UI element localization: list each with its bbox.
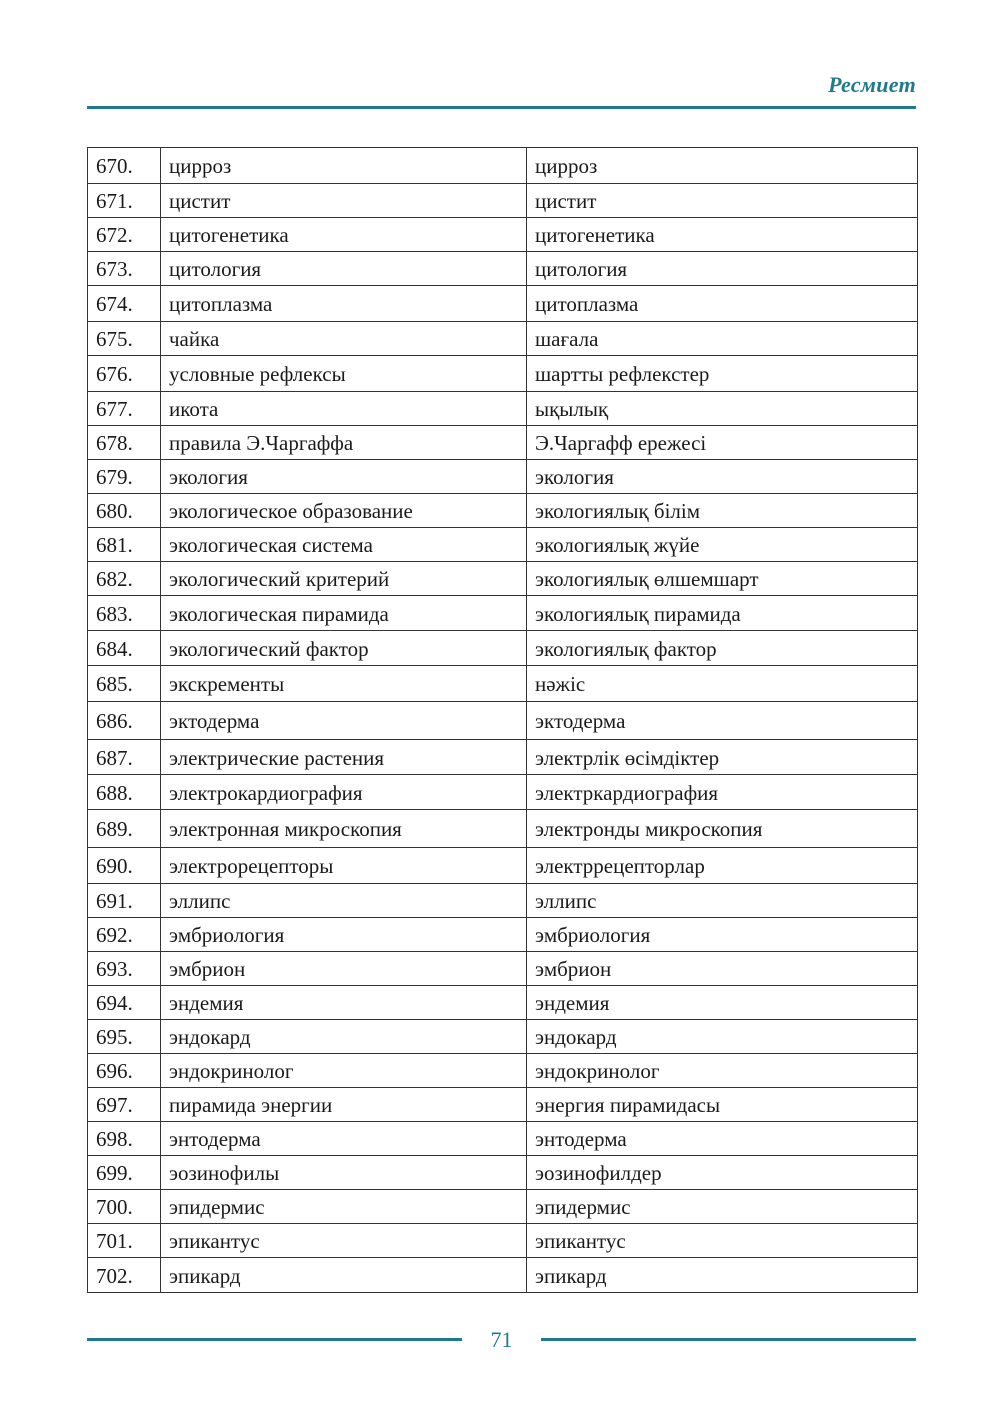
term-russian: электрические растения	[161, 740, 527, 775]
page-number: 71	[490, 1327, 513, 1352]
term-russian: эндокард	[161, 1020, 527, 1054]
table-row	[88, 148, 918, 184]
term-number: 686.	[88, 702, 161, 740]
term-russian: икота	[161, 392, 527, 426]
table-row	[88, 252, 918, 286]
term-russian: электрокардиография	[161, 775, 527, 810]
glossary-table-body	[88, 148, 918, 1293]
table-row	[88, 218, 918, 252]
term-kazakh: электрлік өсімдіктер	[527, 740, 918, 775]
table-row	[88, 562, 918, 596]
term-kazakh: электррецепторлар	[527, 848, 918, 884]
term-russian: цирроз	[161, 148, 527, 184]
term-kazakh: шартты рефлекстер	[527, 356, 918, 392]
term-number: 694.	[88, 986, 161, 1020]
term-number: 688.	[88, 775, 161, 810]
term-russian: чайка	[161, 322, 527, 356]
term-russian: эпикард	[161, 1258, 527, 1293]
term-russian: экология	[161, 460, 527, 494]
table-row	[88, 596, 918, 631]
term-number: 683.	[88, 596, 161, 631]
term-kazakh: цирроз	[527, 148, 918, 184]
table-row	[88, 1122, 918, 1156]
table-row	[88, 702, 918, 740]
term-number: 675.	[88, 322, 161, 356]
term-russian: правила Э.Чаргаффа	[161, 426, 527, 460]
glossary-table	[87, 147, 918, 1293]
term-number: 681.	[88, 528, 161, 562]
term-russian: электрорецепторы	[161, 848, 527, 884]
table-row	[88, 1224, 918, 1258]
term-kazakh: эпикантус	[527, 1224, 918, 1258]
table-row	[88, 184, 918, 218]
term-kazakh: эндокринолог	[527, 1054, 918, 1088]
term-russian: эпидермис	[161, 1190, 527, 1224]
term-russian: экологическая система	[161, 528, 527, 562]
term-kazakh: ықылық	[527, 392, 918, 426]
term-kazakh: эндокард	[527, 1020, 918, 1054]
term-russian: цитология	[161, 252, 527, 286]
term-kazakh: экологиялық білім	[527, 494, 918, 528]
term-russian: экологическое образование	[161, 494, 527, 528]
term-number: 682.	[88, 562, 161, 596]
term-number: 687.	[88, 740, 161, 775]
term-kazakh: экологиялық жүйе	[527, 528, 918, 562]
term-number: 671.	[88, 184, 161, 218]
table-row	[88, 884, 918, 918]
term-number: 698.	[88, 1122, 161, 1156]
footer-divider-left	[87, 1338, 462, 1341]
term-kazakh: экология	[527, 460, 918, 494]
table-row	[88, 426, 918, 460]
term-kazakh: цитология	[527, 252, 918, 286]
term-number: 692.	[88, 918, 161, 952]
term-russian: энтодерма	[161, 1122, 527, 1156]
term-number: 691.	[88, 884, 161, 918]
term-kazakh: Э.Чаргафф ережесі	[527, 426, 918, 460]
term-russian: экологический фактор	[161, 631, 527, 666]
table-row	[88, 392, 918, 426]
term-russian: электронная микроскопия	[161, 810, 527, 848]
term-russian: экологический критерий	[161, 562, 527, 596]
table-row	[88, 460, 918, 494]
term-kazakh: эмбрион	[527, 952, 918, 986]
term-russian: пирамида энергии	[161, 1088, 527, 1122]
table-row	[88, 494, 918, 528]
table-row	[88, 775, 918, 810]
term-kazakh: экологиялық өлшемшарт	[527, 562, 918, 596]
term-number: 679.	[88, 460, 161, 494]
term-russian: эллипс	[161, 884, 527, 918]
running-header-title: Ресмиет	[828, 72, 916, 97]
term-number: 676.	[88, 356, 161, 392]
term-number: 693.	[88, 952, 161, 986]
table-row	[88, 1190, 918, 1224]
term-kazakh: эндемия	[527, 986, 918, 1020]
term-number: 700.	[88, 1190, 161, 1224]
table-row	[88, 952, 918, 986]
term-russian: эндокринолог	[161, 1054, 527, 1088]
term-russian: цистит	[161, 184, 527, 218]
term-number: 701.	[88, 1224, 161, 1258]
table-row	[88, 356, 918, 392]
term-russian: эмбриология	[161, 918, 527, 952]
table-row	[88, 848, 918, 884]
term-russian: эмбрион	[161, 952, 527, 986]
term-kazakh: эктодерма	[527, 702, 918, 740]
term-russian: экологическая пирамида	[161, 596, 527, 631]
term-kazakh: энтодерма	[527, 1122, 918, 1156]
term-kazakh: шағала	[527, 322, 918, 356]
term-kazakh: экологиялық фактор	[527, 631, 918, 666]
term-number: 689.	[88, 810, 161, 848]
term-russian: цитоплазма	[161, 286, 527, 322]
term-kazakh: эпикард	[527, 1258, 918, 1293]
table-row	[88, 528, 918, 562]
term-kazakh: цистит	[527, 184, 918, 218]
header-divider	[87, 106, 916, 109]
term-kazakh: эпидермис	[527, 1190, 918, 1224]
table-row	[88, 740, 918, 775]
table-row	[88, 1020, 918, 1054]
table-row	[88, 810, 918, 848]
term-number: 702.	[88, 1258, 161, 1293]
footer-divider-right	[541, 1338, 916, 1341]
term-number: 696.	[88, 1054, 161, 1088]
table-row	[88, 918, 918, 952]
term-number: 673.	[88, 252, 161, 286]
table-row	[88, 666, 918, 702]
term-russian: цитогенетика	[161, 218, 527, 252]
term-kazakh: электркардиография	[527, 775, 918, 810]
term-number: 674.	[88, 286, 161, 322]
table-row	[88, 1156, 918, 1190]
term-russian: экскременты	[161, 666, 527, 702]
term-russian: эктодерма	[161, 702, 527, 740]
term-number: 670.	[88, 148, 161, 184]
term-kazakh: нәжіс	[527, 666, 918, 702]
term-number: 678.	[88, 426, 161, 460]
term-number: 672.	[88, 218, 161, 252]
term-russian: условные рефлексы	[161, 356, 527, 392]
table-row	[88, 986, 918, 1020]
term-kazakh: цитогенетика	[527, 218, 918, 252]
term-kazakh: энергия пирамидасы	[527, 1088, 918, 1122]
table-row	[88, 631, 918, 666]
table-row	[88, 1258, 918, 1293]
term-number: 697.	[88, 1088, 161, 1122]
term-kazakh: эозинофилдер	[527, 1156, 918, 1190]
table-row	[88, 1088, 918, 1122]
term-russian: эндемия	[161, 986, 527, 1020]
term-russian: эозинофилы	[161, 1156, 527, 1190]
term-kazakh: цитоплазма	[527, 286, 918, 322]
table-row	[88, 322, 918, 356]
term-number: 685.	[88, 666, 161, 702]
table-row	[88, 286, 918, 322]
term-kazakh: эмбриология	[527, 918, 918, 952]
table-row	[88, 1054, 918, 1088]
term-kazakh: эллипс	[527, 884, 918, 918]
term-number: 695.	[88, 1020, 161, 1054]
term-number: 680.	[88, 494, 161, 528]
term-kazakh: электронды микроскопия	[527, 810, 918, 848]
term-russian: эпикантус	[161, 1224, 527, 1258]
term-kazakh: экологиялық пирамида	[527, 596, 918, 631]
term-number: 684.	[88, 631, 161, 666]
term-number: 677.	[88, 392, 161, 426]
term-number: 690.	[88, 848, 161, 884]
term-number: 699.	[88, 1156, 161, 1190]
